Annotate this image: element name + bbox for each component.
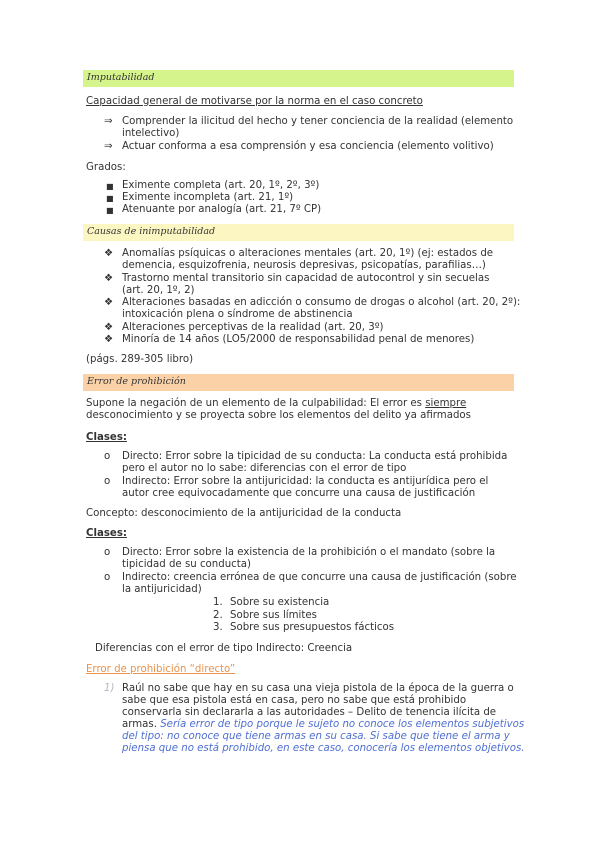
arrow-bullet-icon: ⇒ <box>104 116 113 127</box>
list-item: Alteraciones basadas en adicción o consumo de drogas o alcohol (art. 20, 2º): <box>122 297 521 308</box>
example-comment: del tipo: no conoce que tiene armas en su casa. Si sabe que tiene el arma y <box>122 731 510 742</box>
concepto: Concepto: desconocimiento de la antijuricidad de la conducta <box>86 508 402 519</box>
directo-title: Error de prohibición “directo” <box>86 664 236 675</box>
list-item-cont: intoxicación plena o síndrome de abstinencia <box>122 309 353 320</box>
example-comment: piensa que no está prohibido, en este caso, conocería los elementos objetivos. <box>122 743 525 754</box>
circle-bullet-icon: o <box>104 572 111 583</box>
list-item: Directo: Error sobre la existencia de la prohibición o el mandato (sobre la <box>122 547 496 558</box>
circle-bullet-icon: o <box>104 476 111 487</box>
circle-bullet-icon: o <box>104 547 111 558</box>
list-item: Atenuante por analogía (art. 21, 7º CP) <box>122 204 322 215</box>
example-number: 1) <box>104 683 115 694</box>
number-marker: 2. <box>213 610 223 621</box>
subtitle: Capacidad general de motivarse por la norma en el caso concreto <box>86 96 423 107</box>
number-marker: 3. <box>213 622 223 633</box>
diamond-bullet-icon: ❖ <box>104 322 114 333</box>
circle-bullet-icon: o <box>104 451 111 462</box>
list-item-cont: intelectivo) <box>122 128 180 139</box>
intro-emphasis: siempre <box>425 398 467 409</box>
intro-line: desconocimiento y se proyecta sobre los elementos del delito ya afirmados <box>86 410 471 421</box>
list-item: Anomalías psíquicas o alteraciones mentales (art. 20, 1º) (ej: estados de <box>122 248 494 259</box>
example-text: armas. <box>122 719 157 730</box>
list-item-cont: autor cree equivocadamente que concurre una causa de justificación <box>122 488 476 499</box>
diferencias-line: Diferencias con el error de tipo Indirecto: Creencia <box>95 643 353 654</box>
list-item-cont: demencia, esquizofrenia, neurosis depresivas, psicopatías, parafilias…) <box>122 260 486 271</box>
list-item: Actuar conforma a esa comprensión y esa conciencia (elemento volitivo) <box>122 141 494 152</box>
heading-imputabilidad <box>83 70 514 87</box>
diamond-bullet-icon: ❖ <box>104 297 114 308</box>
arrow-bullet-icon: ⇒ <box>104 141 113 152</box>
heading-error-prohibicion <box>83 374 514 391</box>
number-marker: 1. <box>213 597 223 608</box>
list-item: Comprender la ilicitud del hecho y tener conciencia de la realidad (elemento <box>122 116 514 127</box>
heading-text: Imputabilidad <box>87 72 155 83</box>
list-item: Directo: Error sobre la tipicidad de su conducta: La conducta está prohibida <box>122 451 508 462</box>
list-item: Eximente incompleta (art. 21, 1º) <box>122 192 294 203</box>
list-item-cont: (art. 20, 1º, 2) <box>122 285 195 296</box>
list-item: Alteraciones perceptivas de la realidad (art. 20, 3º) <box>122 322 384 333</box>
list-item: Minoría de 14 años (LO5/2000 de responsabilidad penal de menores) <box>122 334 475 345</box>
clases-label: Clases: <box>86 528 127 539</box>
list-item: Trastorno mental transitorio sin capacidad de autocontrol y sin secuelas <box>122 273 490 284</box>
example-line: Raúl no sabe que hay en su casa una vieja pistola de la época de la guerra o <box>122 683 514 694</box>
heading-text: Error de prohibición <box>87 376 186 387</box>
example-comment: Sería error de tipo porque le sujeto no conoce los elementos subjetivos <box>160 719 525 730</box>
numbered-item: Sobre su existencia <box>230 597 330 608</box>
square-bullet-icon: ■ <box>106 182 114 191</box>
example-line: sabe que esa pistola está en casa, pero no sabe que está prohibido <box>122 695 467 706</box>
list-item-cont: pero el autor no lo sabe: diferencias con el error de tipo <box>122 463 407 474</box>
example-line: conservarla sin declararla a las autoridades – Delito de tenencia ilícita de <box>122 707 497 718</box>
grados-label: Grados: <box>86 162 126 173</box>
numbered-item: Sobre sus límites <box>230 610 317 621</box>
numbered-item: Sobre sus presupuestos fácticos <box>230 622 395 633</box>
heading-causas <box>83 224 514 241</box>
diamond-bullet-icon: ❖ <box>104 273 114 284</box>
square-bullet-icon: ■ <box>106 194 114 203</box>
list-item: Indirecto: creencia errónea de que concurre una causa de justificación (sobre <box>122 572 517 583</box>
diamond-bullet-icon: ❖ <box>104 248 114 259</box>
intro-text: Supone la negación de un elemento de la culpabilidad: El error es <box>86 398 426 409</box>
clases-label: Clases: <box>86 432 127 443</box>
list-item: Eximente completa (art. 20, 1º, 2º, 3º) <box>122 180 320 191</box>
page-reference: (págs. 289-305 libro) <box>86 354 194 365</box>
intro-line <box>86 398 466 410</box>
list-item-cont: la antijuricidad) <box>122 584 202 595</box>
list-item: Indirecto: Error sobre la antijuricidad: la conducta es antijurídica pero el <box>122 476 489 487</box>
example-line <box>122 719 524 731</box>
heading-text: Causas de inimputabilidad <box>87 226 216 237</box>
diamond-bullet-icon: ❖ <box>104 334 114 345</box>
list-item-cont: tipicidad de su conducta) <box>122 559 251 570</box>
square-bullet-icon: ■ <box>106 206 114 215</box>
